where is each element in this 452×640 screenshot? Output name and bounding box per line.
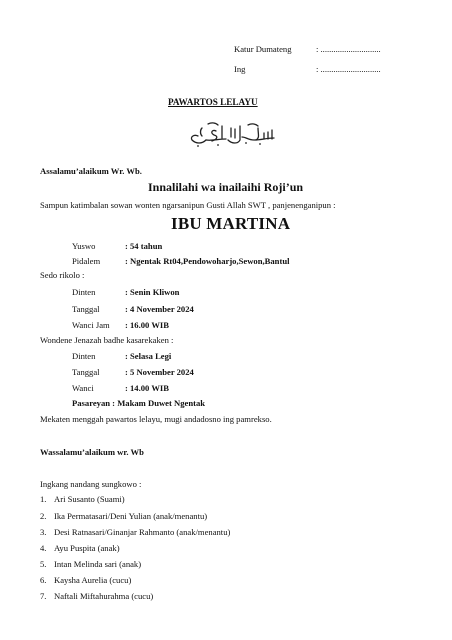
- burial-heading: Wondene Jenazah badhe kasarekaken :: [40, 335, 174, 345]
- list-item-number: 6.: [40, 575, 47, 585]
- list-item-name: Ayu Puspita (anak): [54, 543, 120, 553]
- list-item: [40, 511, 207, 521]
- list-item-number: 3.: [40, 527, 47, 537]
- recipient-value: : ............................: [316, 44, 381, 54]
- burial-date-label: Tanggal: [72, 367, 100, 377]
- list-item-number: 5.: [40, 559, 47, 569]
- death-date-label: Tanggal: [72, 304, 100, 314]
- list-item: [40, 494, 125, 504]
- death-time-value: : 16.00 WIB: [125, 320, 170, 330]
- residence-label: Pidalem: [72, 256, 101, 266]
- family-heading: Ingkang nandang sungkowo :: [40, 479, 142, 489]
- condolence-heading: Innalilahi wa inailaihi Roji’un: [148, 180, 304, 194]
- list-item-name: Naftali Miftahurahma (cucu): [54, 591, 154, 601]
- list-item-name: Intan Melinda sari (anak): [54, 559, 142, 569]
- deceased-name: IBU MARTINA: [171, 214, 291, 233]
- burial-time-label: Wanci: [72, 383, 94, 393]
- closing-note: Mekaten menggah pawartos lelayu, mugi andadosno ing pamrekso.: [40, 414, 272, 424]
- intro-text: Sampun katimbalan sowan wonten ngarsanipun Gusti Allah SWT , panjenenganipun :: [40, 200, 336, 210]
- list-item-number: 7.: [40, 591, 47, 601]
- burial-day-label: Dinten: [72, 351, 96, 361]
- cemetery-line: Pasareyan : Makam Duwet Ngentak: [72, 398, 206, 408]
- age-value: : 54 tahun: [125, 241, 163, 251]
- recipient-label: Katur Dumateng: [234, 44, 292, 54]
- death-date-value: : 4 November 2024: [125, 304, 194, 314]
- residence-value: : Ngentak Rt04,Pendowoharjo,Sewon,Bantul: [125, 256, 290, 266]
- death-time-label: Wanci Jam: [72, 320, 110, 330]
- list-item-number: 2.: [40, 511, 47, 521]
- list-item-name: Ika Permatasari/Deni Yulian (anak/menantu): [54, 511, 208, 521]
- greeting: Assalamu’alaikum Wr. Wb.: [40, 166, 142, 176]
- list-item-name: Desi Ratnasari/Ginanjar Rahmanto (anak/menantu): [54, 527, 231, 537]
- burial-date-value: : 5 November 2024: [125, 367, 194, 377]
- address-value: : ............................: [316, 64, 381, 74]
- death-heading: Sedo rikolo :: [40, 270, 85, 280]
- list-item: [40, 543, 120, 553]
- list-item-number: 1.: [40, 494, 47, 504]
- death-day-label: Dinten: [72, 287, 96, 297]
- burial-time-value: : 14.00 WIB: [125, 383, 170, 393]
- list-item-number: 4.: [40, 543, 47, 553]
- burial-day-value: : Selasa Legi: [125, 351, 172, 361]
- age-label: Yuswo: [72, 241, 96, 251]
- farewell: Wassalamu’alaikum wr. Wb: [40, 447, 144, 457]
- list-item: [40, 527, 230, 537]
- list-item-name: Ari Susanto (Suami): [54, 494, 125, 504]
- address-label: Ing: [234, 64, 246, 74]
- list-item-name: Kaysha Aurelia (cucu): [54, 575, 132, 585]
- document-title: PAWARTOS LELAYU: [168, 97, 258, 107]
- list-item: [40, 575, 131, 585]
- death-day-value: : Senin Kliwon: [125, 287, 180, 297]
- bismillah-calligraphy: [188, 120, 276, 150]
- list-item: [40, 559, 141, 569]
- list-item: [40, 591, 153, 601]
